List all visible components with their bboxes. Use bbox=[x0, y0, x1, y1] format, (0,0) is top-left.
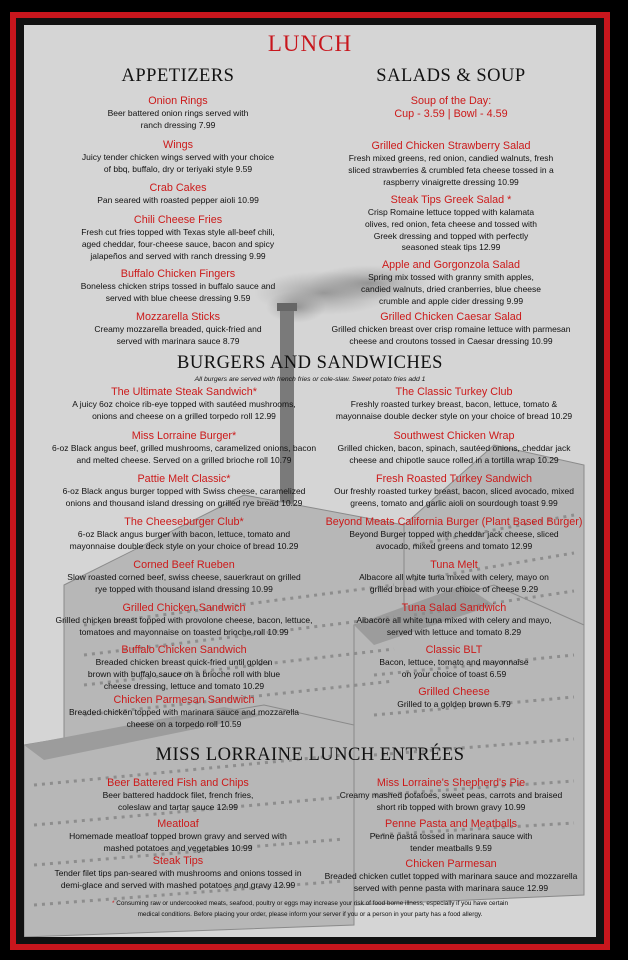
item-name: Chili Cheese Fries bbox=[133, 214, 223, 226]
sandwich-buffalo-chicken bbox=[34, 644, 334, 692]
item-desc: Breaded chicken breast quick-fried until golden bbox=[95, 657, 273, 667]
item-desc: candied walnuts, dried cranberries, blue cheese bbox=[360, 283, 542, 294]
item-name: Tuna Melt bbox=[430, 559, 478, 571]
item-name: Miss Lorraine's Shepherd's Pie bbox=[376, 777, 526, 789]
item-desc: tender meatballs 9.59 bbox=[410, 842, 492, 853]
item-name: Grilled Chicken Caesar Salad bbox=[380, 311, 522, 323]
burger-miss-lorraine bbox=[34, 430, 334, 467]
item-desc: mayonnaise double decker style on your choice of bread 10.29 bbox=[335, 410, 573, 421]
item-name: Apple and Gorgonzola Salad bbox=[381, 259, 521, 271]
item-desc: 6-oz Black angus burger with bacon, lettuce, tomato and bbox=[77, 529, 291, 539]
burger-ultimate-steak bbox=[34, 386, 334, 423]
item-name: The Classic Turkey Club bbox=[395, 386, 513, 398]
disclaimer-line-2: medical conditions. Before placing your order, please inform your server if you or a person in your party has a food allergy. bbox=[137, 910, 483, 918]
item-desc: Grilled chicken breast over crisp romaine lettuce with parmesan bbox=[331, 324, 571, 334]
burger-cheeseburger-club bbox=[34, 516, 334, 553]
menu-page bbox=[24, 25, 596, 937]
appetizers-heading: APPETIZERS bbox=[121, 66, 235, 86]
item-name: Classic BLT bbox=[425, 644, 483, 656]
item-desc: avocado, mixed greens and tomato 12.99 bbox=[375, 540, 533, 551]
item-desc: served with lettuce and tomato 8.29 bbox=[386, 626, 522, 637]
item-desc: Albacore all white tuna mixed with celery and mayo, bbox=[356, 615, 552, 625]
item-desc: demi-glace and served with mashed potatoes and gravy 12.99 bbox=[60, 879, 296, 890]
burger-beyond-california bbox=[316, 516, 592, 553]
appetizer-mozzarella-sticks bbox=[38, 311, 318, 348]
item-name: Grilled Chicken Sandwich bbox=[122, 602, 246, 614]
item-desc: A juicy 6oz choice rib-eye topped with sautéed mushrooms, bbox=[72, 399, 296, 409]
item-desc: Fresh mixed greens, red onion, candied walnuts, fresh bbox=[348, 153, 554, 163]
sandwich-tuna-melt bbox=[316, 559, 592, 596]
item-name: Mozzarella Sticks bbox=[136, 311, 220, 323]
item-desc: served with penne pasta with marinara sauce 12.99 bbox=[353, 882, 549, 893]
item-desc: aged cheddar, four-cheese sauce, bacon and spicy bbox=[81, 238, 275, 249]
appetizer-crab-cakes bbox=[38, 182, 318, 207]
appetizer-wings bbox=[38, 139, 318, 176]
item-name: The Cheeseburger Club* bbox=[124, 516, 244, 528]
item-desc: olives, red onion, feta cheese and tossed with bbox=[365, 218, 537, 229]
item-desc: ranch dressing 7.99 bbox=[140, 119, 216, 130]
wrap-southwest-chicken bbox=[316, 430, 592, 467]
item-name: Chicken Parmesan bbox=[405, 858, 497, 870]
sandwich-corned-beef bbox=[34, 559, 334, 596]
entree-steak-tips bbox=[38, 855, 318, 892]
entree-fish-and-chips bbox=[38, 777, 318, 814]
item-desc: sliced strawberries & crumbled feta cheese tossed in a bbox=[348, 164, 554, 175]
item-desc: Creamy mozzarella breaded, quick-fried and bbox=[94, 324, 262, 334]
item-desc: raspberry vinaigrette dressing 10.99 bbox=[383, 176, 519, 187]
item-desc: Greek dressing and topped with perfectly bbox=[373, 230, 529, 241]
item-desc: cheese on a torpedo roll 10.59 bbox=[126, 718, 242, 729]
item-name: Steak Tips bbox=[152, 855, 204, 867]
soup-of-the-day bbox=[310, 95, 592, 121]
item-desc: short rib topped with brown gravy 10.99 bbox=[376, 801, 526, 812]
salads-heading: SALADS & SOUP bbox=[376, 66, 526, 86]
item-desc: grilled bread with your choice of cheese 9.29 bbox=[369, 583, 539, 594]
burger-pattie-melt bbox=[34, 473, 334, 510]
item-name: Onion Rings bbox=[148, 95, 208, 107]
item-desc: Boneless chicken strips tossed in buffalo sauce and bbox=[80, 281, 276, 291]
item-name: Buffalo Chicken Fingers bbox=[120, 268, 236, 280]
item-desc: of bbq, buffalo, dry or teriyaki style 9.59 bbox=[103, 163, 253, 174]
item-desc: onions and thousand island dressing on grilled rye bread 10.29 bbox=[65, 497, 303, 508]
item-desc: Spring mix tossed with granny smith apples, bbox=[368, 272, 534, 282]
item-desc: greens, tomato and garlic aioli on sourdough toast 9.99 bbox=[350, 497, 558, 508]
item-desc: Our freshly roasted turkey breast, bacon, sliced avocado, mixed bbox=[333, 486, 574, 496]
item-name: Steak Tips Greek Salad * bbox=[390, 194, 512, 206]
item-desc: jalapeños and served with ranch dressing 9.99 bbox=[90, 250, 266, 261]
item-name: Pattie Melt Classic* bbox=[137, 473, 231, 485]
item-name: The Ultimate Steak Sandwich* bbox=[111, 386, 257, 398]
item-desc: Breaded chicken topped with marinara sauce and mozzarella bbox=[68, 707, 300, 717]
appetizer-onion-rings bbox=[38, 95, 318, 132]
entree-shepherds-pie bbox=[310, 777, 592, 814]
entrees-heading: MISS LORRAINE LUNCH ENTRÉES bbox=[155, 745, 465, 765]
food-safety-disclaimer bbox=[28, 899, 592, 920]
item-desc: Creamy mashed potatoes, sweet peas, carrots and braised bbox=[339, 790, 563, 800]
item-desc: cheese and chipotle sauce rolled in a tortilla wrap 10.29 bbox=[349, 454, 559, 465]
item-desc: Juicy tender chicken wings served with your choice bbox=[81, 152, 275, 162]
sandwich-tuna-salad bbox=[316, 602, 592, 639]
item-desc: on your choice of toast 6.59 bbox=[401, 668, 507, 679]
disclaimer-asterisk: * bbox=[111, 900, 115, 907]
item-desc: Grilled to a golden brown 5.79 bbox=[397, 699, 511, 709]
item-name: Penne Pasta and Meatballs bbox=[384, 818, 518, 830]
item-desc: Grilled chicken, bacon, spinach, sautéed onions, cheddar jack bbox=[337, 443, 571, 453]
item-desc: Freshly roasted turkey breast, bacon, lettuce, tomato & bbox=[350, 399, 558, 409]
item-name: Meatloaf bbox=[157, 818, 199, 830]
entree-chicken-parmesan bbox=[310, 858, 592, 895]
entree-penne-meatballs bbox=[310, 818, 592, 855]
item-desc: served with blue cheese dressing 9.59 bbox=[105, 292, 251, 303]
item-desc: Beer battered onion rings served with bbox=[107, 108, 249, 118]
item-name: Grilled Cheese bbox=[418, 686, 490, 698]
item-desc: brown with buffalo sauce on a brioche roll with blue bbox=[87, 668, 281, 679]
item-name: Corned Beef Rueben bbox=[133, 559, 235, 571]
item-desc: Breaded chicken cutlet topped with marinara sauce and mozzarella bbox=[324, 871, 578, 881]
appetizer-buffalo-fingers bbox=[38, 268, 318, 305]
disclaimer-line-1: Consuming raw or undercooked meats, seafood, poultry or eggs may increase your risk of food borne illness, especially if you have certain bbox=[114, 900, 509, 907]
item-name: Miss Lorraine Burger* bbox=[131, 430, 237, 442]
item-desc: Beyond Burger topped with cheddar jack cheese, sliced bbox=[349, 529, 559, 539]
item-desc: Penne pasta tossed in marinara sauce with bbox=[369, 831, 533, 841]
item-desc: crumble and apple cider dressing 9.99 bbox=[378, 295, 524, 306]
item-name: Fresh Roasted Turkey Sandwich bbox=[375, 473, 533, 485]
item-name: Soup of the Day: bbox=[410, 95, 492, 107]
item-name: Beyond Meats California Burger (Plant Based Burger) bbox=[325, 516, 583, 528]
entree-meatloaf bbox=[38, 818, 318, 855]
sandwich-classic-turkey-club bbox=[316, 386, 592, 423]
item-name: Southwest Chicken Wrap bbox=[393, 430, 515, 442]
item-desc: tomatoes and mayonnaise on toasted brioche roll 10.99 bbox=[79, 626, 289, 637]
item-desc: served with marinara sauce 8.79 bbox=[116, 335, 240, 346]
item-desc: Beer battered haddock filet, french fries, bbox=[102, 790, 254, 800]
item-desc: Bacon, lettuce, tomato and mayonnaise bbox=[379, 657, 529, 667]
item-desc: Slow roasted corned beef, swiss cheese, sauerkraut on grilled bbox=[67, 572, 301, 582]
item-desc: Pan seared with roasted pepper aioli 10.99 bbox=[97, 195, 259, 205]
sandwich-grilled-chicken bbox=[34, 602, 334, 639]
item-desc: 6-oz Black angus beef, grilled mushrooms, caramelized onions, bacon bbox=[51, 443, 317, 453]
sandwich-classic-blt bbox=[316, 644, 592, 681]
burgers-note: All burgers are served with french fries or cole-slaw. Sweet potato fries add 1 bbox=[194, 376, 426, 383]
item-name: Crab Cakes bbox=[149, 182, 207, 194]
item-desc: Grilled chicken breast topped with provolone cheese, bacon, lettuce, bbox=[55, 615, 313, 625]
item-desc: mayonnaise double deck style on your choice of bread 10.29 bbox=[69, 540, 299, 551]
item-desc: mashed potatoes and vegetables 10.99 bbox=[103, 842, 253, 853]
item-desc: coleslaw and tartar sauce 12.99 bbox=[117, 801, 239, 812]
menu-title: LUNCH bbox=[267, 31, 353, 56]
item-desc: 6-oz Black angus burger topped with Swiss cheese, caramelized bbox=[62, 486, 306, 496]
item-desc: Crisp Romaine lettuce topped with kalamata bbox=[367, 207, 535, 217]
appetizer-chili-cheese-fries bbox=[38, 214, 318, 262]
item-desc: Albacore all white tuna mixed with celery, mayo on bbox=[359, 572, 549, 582]
item-desc: Tender filet tips pan-seared with mushrooms and onions tossed in bbox=[54, 868, 302, 878]
sandwich-fresh-roasted-turkey bbox=[316, 473, 592, 510]
burgers-heading: BURGERS AND SANDWICHES bbox=[177, 353, 443, 373]
item-desc: rye topped with thousand island dressing 10.99 bbox=[95, 583, 273, 594]
salad-apple-gorgonzola bbox=[310, 259, 592, 307]
sandwich-grilled-cheese bbox=[316, 686, 592, 711]
item-desc: onions and cheese on a grilled torpedo roll 12.99 bbox=[92, 410, 276, 421]
item-desc: Homemade meatloaf topped brown gravy and served with bbox=[69, 831, 287, 841]
item-desc: and melted cheese. Served on a grilled brioche roll 10.79 bbox=[76, 454, 292, 465]
item-name: Chicken Parmesan Sandwich bbox=[113, 694, 255, 706]
salad-steak-tips-greek bbox=[310, 194, 592, 254]
item-name: Grilled Chicken Strawberry Salad bbox=[371, 140, 531, 152]
item-name: Beer Battered Fish and Chips bbox=[107, 777, 249, 789]
item-desc: Fresh cut fries topped with Texas style all-beef chili, bbox=[81, 227, 275, 237]
item-desc: cheese and croutons tossed in Caesar dressing 10.99 bbox=[349, 335, 553, 346]
item-name: Buffalo Chicken Sandwich bbox=[121, 644, 247, 656]
soup-price: Cup - 3.59 | Bowl - 4.59 bbox=[394, 108, 508, 120]
salad-strawberry bbox=[310, 140, 592, 188]
item-name: Wings bbox=[163, 139, 193, 151]
sandwich-chicken-parmesan bbox=[34, 694, 334, 731]
item-desc: seasoned steak tips 12.99 bbox=[401, 242, 501, 253]
item-name: Tuna Salad Sandwich bbox=[401, 602, 507, 614]
item-desc: cheese dressing, lettuce and tomato 10.29 bbox=[103, 680, 265, 691]
salad-caesar bbox=[310, 311, 592, 348]
